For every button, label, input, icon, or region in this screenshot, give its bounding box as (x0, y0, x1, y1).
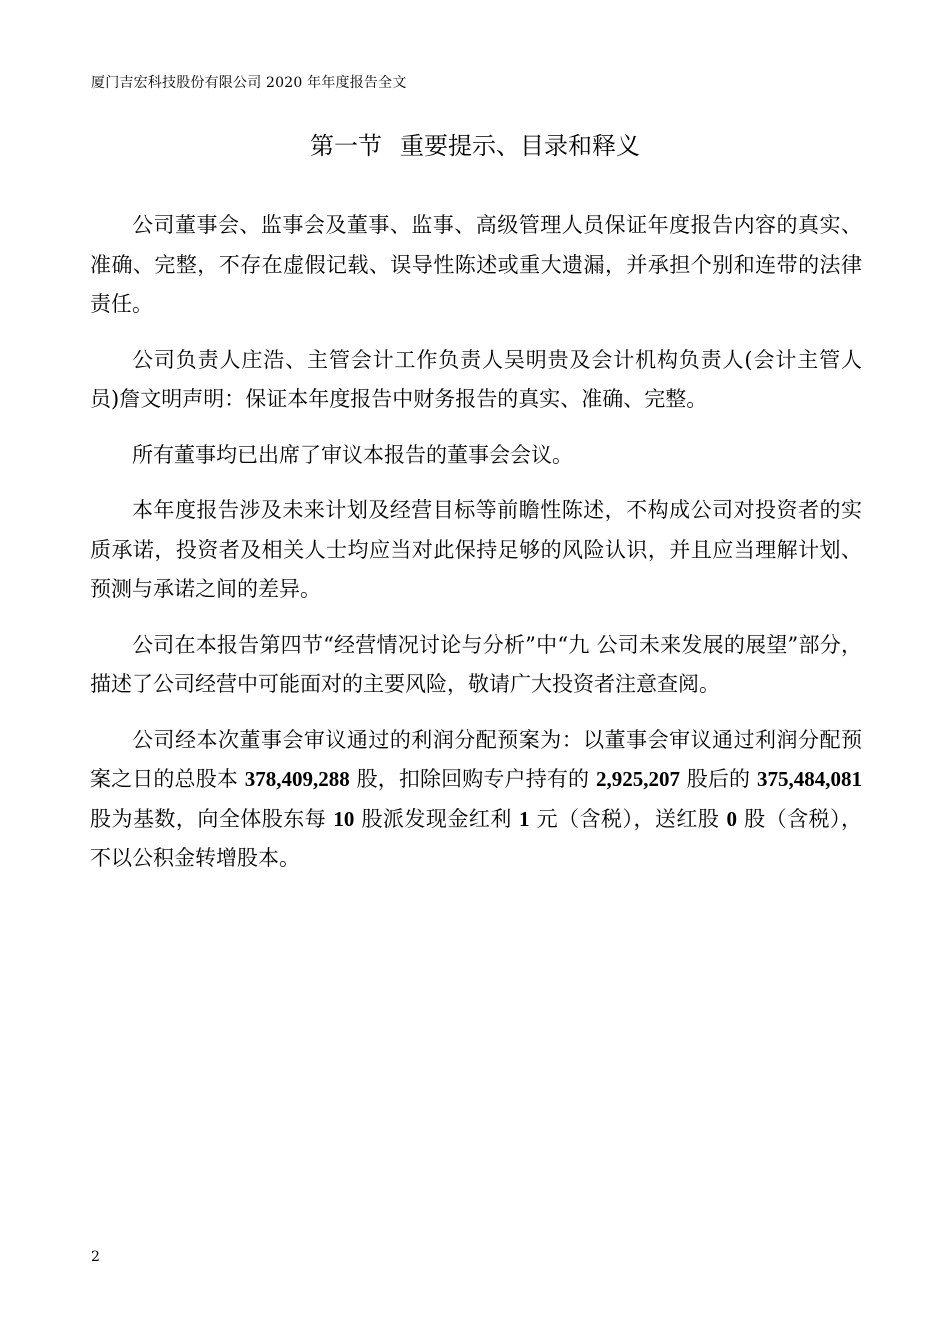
paragraph-forward-looking-statement: 本年度报告涉及未来计划及经营目标等前瞻性陈述，不构成公司对投资者的实质承诺，投资者及相关人士均应当对此保持足够的风险认识，并且应当理解计划、预测与承诺之间的差异。 (90, 498, 862, 601)
cash-dividend-value: 1 (518, 806, 530, 831)
distribution-text-4: 股为基数，向全体股东每 (90, 806, 334, 831)
section-number: 第一节 (310, 132, 382, 160)
page-header: 厦门吉宏科技股份有限公司 2020 年年度报告全文 (91, 75, 407, 91)
paragraph-risk-notice: 公司在本报告第四节“经营情况讨论与分析”中“九 公司未来发展的展望”部分，描述了公司经营中可能面对的主要风险，敬请广大投资者注意查阅。 (90, 632, 862, 696)
paragraph-responsible-persons-statement: 公司负责人庄浩、主管会计工作负责人吴明贵及会计机构负责人(会计主管人员)詹文明声明：保证本年度报告中财务报告的真实、准确、完整。 (90, 347, 862, 411)
document-body (90, 206, 862, 895)
base-shares-value: 375,484,081 (756, 767, 862, 791)
bonus-shares-value: 0 (726, 806, 737, 831)
page-number: 2 (91, 1249, 100, 1265)
distribution-text-6: 元（含税），送红股 (529, 806, 727, 831)
distribution-text-5: 股派发现金红利 (354, 806, 519, 831)
total-shares-value: 378,409,288 (244, 767, 350, 791)
section-title (0, 130, 950, 162)
per-shares-value: 10 (333, 806, 355, 831)
distribution-text-1: 公司经本次董事会审议通过的利润分配预案为：以董事会审议通过利润分配预案之日的总股本 (90, 727, 862, 791)
paragraph-board-attendance: 所有董事均已出席了审议本报告的董事会会议。 (132, 442, 573, 467)
distribution-text-3: 股后的 (679, 767, 757, 791)
distribution-text-7: 股（含税），不以公积金转增股本。 (90, 806, 862, 870)
repurchased-shares-value: 2,925,207 (595, 767, 680, 791)
section-title-text: 重要提示、目录和释义 (400, 132, 640, 160)
distribution-text-2: 股，扣除回购专户持有的 (349, 767, 596, 791)
paragraph-truthfulness-statement: 公司董事会、监事会及董事、监事、高级管理人员保证年度报告内容的真实、准确、完整，不存在虚假记载、误导性陈述或重大遗漏，并承担个别和连带的法律责任。 (90, 213, 862, 316)
paragraph-profit-distribution (90, 721, 862, 879)
